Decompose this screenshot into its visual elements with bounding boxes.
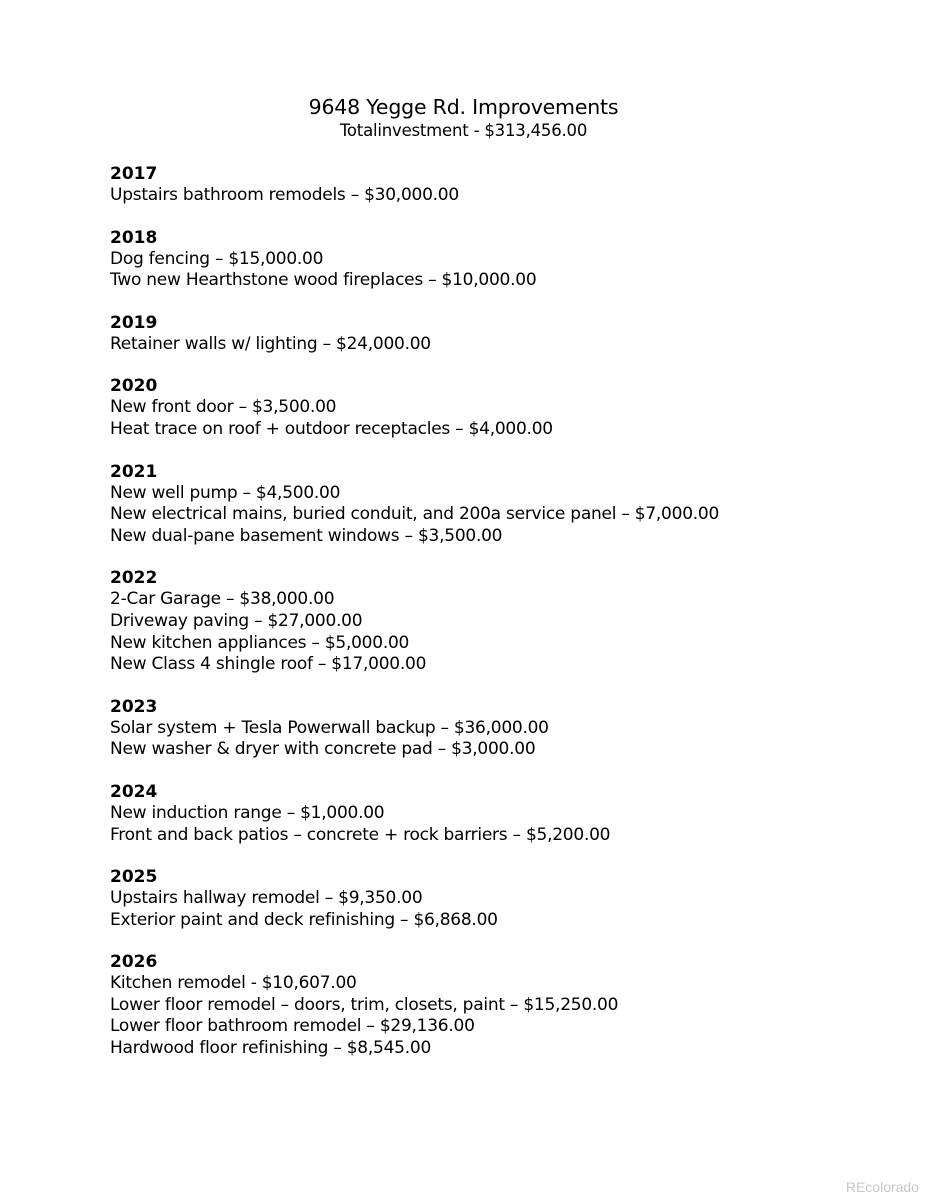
- improvement-item: Heat trace on roof + outdoor receptacles – $4,000.00: [110, 418, 553, 439]
- year-heading: 2019: [110, 312, 158, 333]
- year-heading: 2025: [110, 867, 158, 888]
- year-section-2018: [110, 227, 890, 292]
- year-heading: 2026: [110, 952, 158, 973]
- improvement-item: Retainer walls w/ lighting – $24,000.00: [110, 333, 431, 354]
- year-section-2019: [110, 312, 890, 356]
- year-heading: 2024: [110, 781, 158, 802]
- improvement-item: Lower floor bathroom remodel – $29,136.00: [110, 1016, 475, 1037]
- improvement-item: New electrical mains, buried conduit, and 200a service panel – $7,000.00: [110, 504, 720, 525]
- year-section-2022: [110, 567, 890, 675]
- improvement-item: Solar system + Tesla Powerwall backup – $36,000.00: [110, 717, 549, 738]
- improvement-item: New washer & dryer with concrete pad – $3,000.00: [110, 739, 536, 760]
- improvement-item: Upstairs bathroom remodels – $30,000.00: [110, 185, 459, 205]
- year-heading: 2023: [110, 696, 158, 717]
- year-heading: 2018: [110, 227, 158, 248]
- year-section-2026: [110, 951, 890, 1059]
- year-section-2025: [110, 866, 890, 931]
- year-heading: 2017: [110, 164, 158, 184]
- improvement-item: Driveway paving – $27,000.00: [110, 610, 363, 631]
- year-heading: 2022: [110, 568, 158, 589]
- year-heading: 2021: [110, 461, 158, 482]
- year-section-2021: [110, 461, 890, 548]
- year-section-2020: [110, 375, 890, 440]
- year-heading: 2020: [110, 376, 158, 397]
- improvement-item: Exterior paint and deck refinishing – $6,868.00: [110, 909, 498, 930]
- year-section-2017: [110, 163, 890, 207]
- improvement-item: Kitchen remodel - $10,607.00: [110, 973, 357, 994]
- improvement-item: New Class 4 shingle roof – $17,000.00: [110, 654, 427, 675]
- improvement-item: New kitchen appliances – $5,000.00: [110, 632, 410, 653]
- improvement-item: Two new Hearthstone wood fireplaces – $10,000.00: [110, 270, 537, 291]
- year-section-2024: [110, 781, 890, 846]
- improvements-list: [110, 163, 890, 1080]
- year-section-2023: [110, 696, 890, 761]
- watermark: REcolorado: [845, 1179, 919, 1195]
- improvement-item: 2-Car Garage – $38,000.00: [110, 589, 335, 610]
- total-investment: Totalinvestment - $313,456.00: [339, 121, 588, 140]
- improvement-item: Dog fencing – $15,000.00: [110, 248, 324, 269]
- document-title: 9648 Yegge Rd. Improvements: [308, 95, 619, 119]
- document-header: [0, 93, 927, 141]
- improvement-item: New front door – $3,500.00: [110, 397, 337, 418]
- improvement-item: New dual-pane basement windows – $3,500.00: [110, 525, 503, 546]
- improvement-item: Front and back patios – concrete + rock barriers – $5,200.00: [110, 824, 611, 845]
- improvement-item: Upstairs hallway remodel – $9,350.00: [110, 888, 423, 909]
- improvement-item: New induction range – $1,000.00: [110, 802, 385, 823]
- improvement-item: New well pump – $4,500.00: [110, 482, 341, 503]
- improvement-item: Lower floor remodel – doors, trim, closets, paint – $15,250.00: [110, 994, 619, 1015]
- improvement-item: Hardwood floor refinishing – $8,545.00: [110, 1038, 432, 1059]
